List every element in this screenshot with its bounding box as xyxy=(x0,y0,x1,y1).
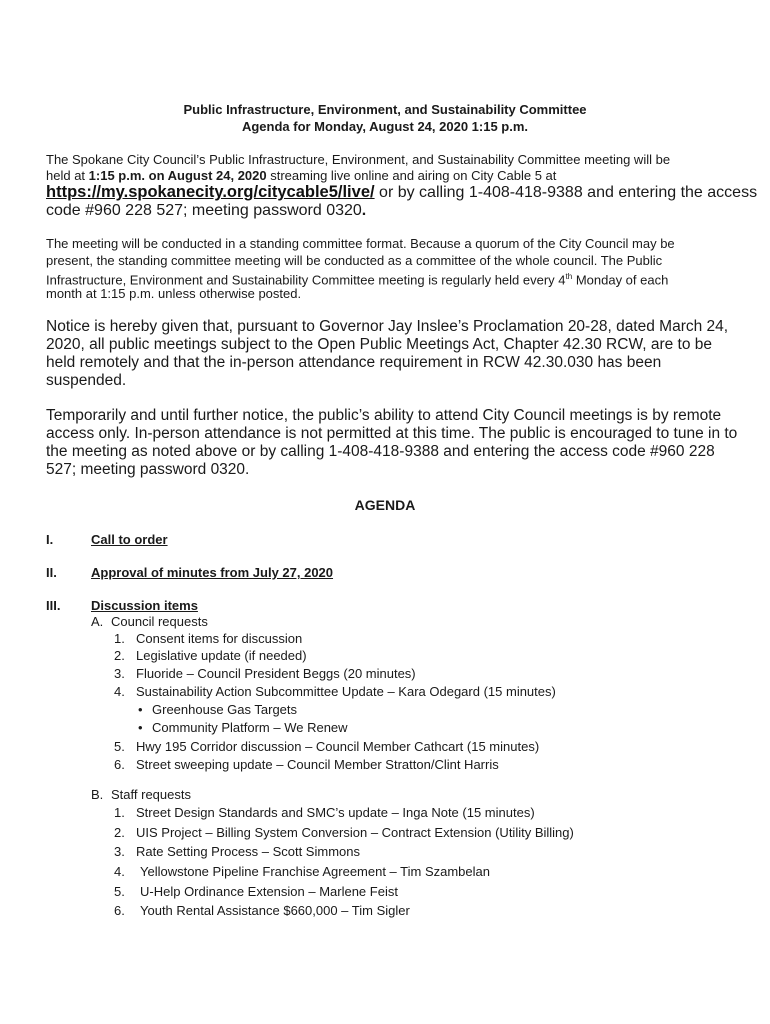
list-item: Sustainability Action Subcommittee Update – Kara Odegard (15 minutes) xyxy=(136,684,556,699)
list-item: UIS Project – Billing System Conversion – Contract Extension (Utility Billing) xyxy=(136,825,574,840)
item-number: 2. xyxy=(114,648,125,663)
item-number: 4. xyxy=(114,684,125,699)
bullet-item: Community Platform – We Renew xyxy=(152,720,348,735)
intro-line-2 xyxy=(46,167,556,184)
list-item: Youth Rental Assistance $660,000 – Tim Sigler xyxy=(140,903,410,918)
list-item: Consent items for discussion xyxy=(136,631,303,646)
item-number: 3. xyxy=(114,666,125,681)
notice-line: Notice is hereby given that, pursuant to Governor Jay Inslee’s Proclamation 20-28, dated March 24, xyxy=(46,318,729,335)
intro-line-4 xyxy=(46,201,366,220)
item-number: 4. xyxy=(114,864,125,879)
list-item: Fluoride – Council President Beggs (20 minutes) xyxy=(136,666,416,681)
intro-line-1: The Spokane City Council’s Public Infrastructure, Environment, and Sustainability Committee meeting will be xyxy=(46,152,671,167)
list-item: Legislative update (if needed) xyxy=(136,648,307,663)
item-number: 5. xyxy=(114,739,125,754)
format-text: Monday of each xyxy=(572,272,669,288)
meeting-datetime: 1:15 p.m. on August 24, 2020 xyxy=(88,168,267,183)
list-item: Hwy 195 Corridor discussion – Council Member Cathcart (15 minutes) xyxy=(136,739,540,754)
bullet-icon: • xyxy=(138,702,143,717)
bullet-icon: • xyxy=(138,720,143,735)
list-item: Street Design Standards and SMC’s update – Inga Note (15 minutes) xyxy=(136,805,535,820)
item-number: 6. xyxy=(114,757,125,772)
remote-line: 527; meeting password 0320. xyxy=(46,461,250,478)
item-number: 1. xyxy=(114,805,125,820)
list-item: Street sweeping update – Council Member Stratton/Clint Harris xyxy=(136,757,499,772)
section-title: Approval of minutes from July 27, 2020 xyxy=(91,565,334,580)
remote-line: access only. In-person attendance is not permitted at this time. The public is encouraged to tune in to xyxy=(46,425,738,442)
subsection-label: Council requests xyxy=(111,614,208,629)
item-number: 2. xyxy=(114,825,125,840)
document-subtitle: Agenda for Monday, August 24, 2020 1:15 p.m. xyxy=(241,119,529,134)
ordinal-suffix: th xyxy=(565,272,573,281)
item-number: 5. xyxy=(114,884,125,899)
format-line-2: present, the standing committee meeting will be conducted as a committee of the whole council. The Public xyxy=(46,253,663,268)
subsection-letter: A. xyxy=(91,614,104,629)
subsection-label: Staff requests xyxy=(111,787,191,802)
format-line-1: The meeting will be conducted in a standing committee format. Because a quorum of the City Council may be xyxy=(46,236,675,251)
item-number: 6. xyxy=(114,903,125,918)
item-number: 1. xyxy=(114,631,125,646)
section-title: Call to order xyxy=(91,532,168,547)
remote-line: Temporarily and until further notice, the public’s ability to attend City Council meetings is by remote xyxy=(46,407,722,424)
notice-line: 2020, all public meetings subject to the Open Public Meetings Act, Chapter 42.30 RCW, are to be xyxy=(46,336,713,353)
format-line-4: month at 1:15 p.m. unless otherwise posted. xyxy=(46,286,302,301)
intro-text: streaming live online and airing on City Cable 5 at xyxy=(266,168,557,183)
document-title: Public Infrastructure, Environment, and Sustainability Committee xyxy=(183,102,587,117)
notice-line: suspended. xyxy=(46,372,127,389)
intro-line-3 xyxy=(46,183,757,202)
intro-text: or by calling 1-408-418-9388 and entering the access xyxy=(374,184,758,201)
item-number: 3. xyxy=(114,844,125,859)
intro-text: held at xyxy=(46,168,89,183)
list-item: U-Help Ordinance Extension – Marlene Feist xyxy=(140,884,398,899)
agenda-heading: AGENDA xyxy=(354,497,416,513)
section-numeral: I. xyxy=(46,532,54,547)
bullet-item: Greenhouse Gas Targets xyxy=(152,702,298,717)
citycable-link[interactable]: https://my.spokanecity.org/citycable5/live/ xyxy=(46,183,375,201)
section-numeral: II. xyxy=(46,565,57,580)
section-numeral: III. xyxy=(46,598,61,613)
list-item: Rate Setting Process – Scott Simmons xyxy=(136,844,360,859)
section-title: Discussion items xyxy=(91,598,198,613)
notice-line: held remotely and that the in-person attendance requirement in RCW 42.30.030 has been xyxy=(46,354,662,371)
access-code-text: code #960 228 527; meeting password 0320 xyxy=(46,202,362,219)
list-item: Yellowstone Pipeline Franchise Agreement – Tim Szambelan xyxy=(140,864,490,879)
intro-text: . xyxy=(361,202,367,219)
format-text: Infrastructure, Environment and Sustainability Committee meeting is regularly held every 4 xyxy=(46,272,566,288)
subsection-letter: B. xyxy=(91,787,104,802)
remote-line: the meeting as noted above or by calling 1-408-418-9388 and entering the access code #960 228 xyxy=(46,443,715,460)
